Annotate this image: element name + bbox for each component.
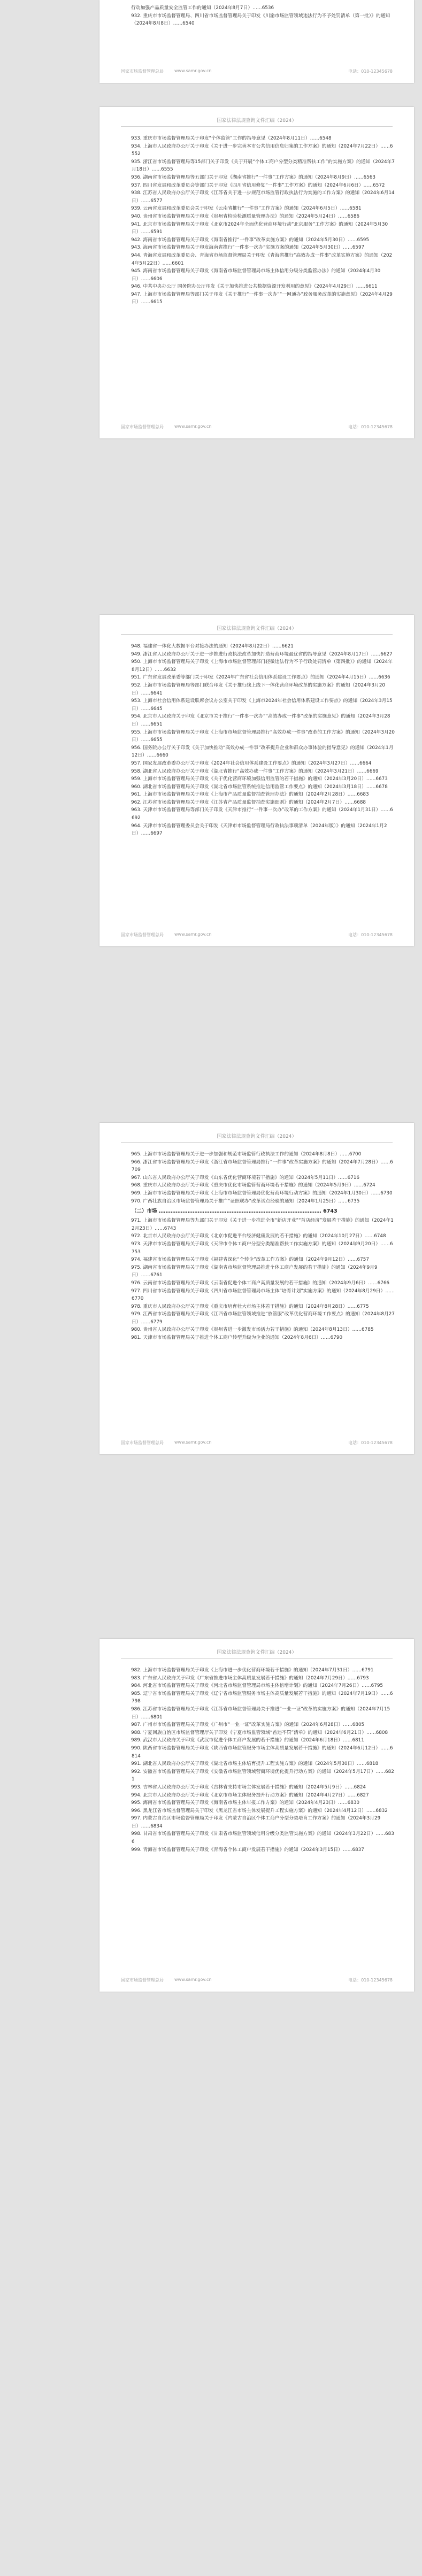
toc-entry[interactable]: 989. 武汉市人民政府关于印发《武汉市促进个体工商户发展的若干措施》的通知（2024年6月18日）……6811 (131, 1738, 364, 1744)
toc-entry[interactable]: 933. 重庆市市场监督管理局关于印发“个体监管”工作的指导意见（2024年8月11日）……6548 (131, 136, 332, 141)
toc-entry-list (132, 643, 395, 838)
toc-entry[interactable]: 980. 贵州省人民政府办公厅关于印发《贵州省进一步激发市场活力若干措施》的通知（2024年8月13日）……6785 (131, 1327, 374, 1333)
toc-entry[interactable]: 949. 浙江省人民政府办公厅关于进一步推进行政执法改革加快打造营商环境最优省的指导意见（2024年8月17日）……6627 (131, 651, 393, 657)
page-footer (121, 1440, 393, 1446)
toc-entry[interactable]: 988. 宁夏回族自治区市场监督管理厅关于印发《宁夏市场监管领域“首违不罚”清单》的通知（2024年6月21日）……6808 (131, 1730, 388, 1736)
toc-entry[interactable]: 997. 内蒙古自治区市场监督管理局关于印发《内蒙古自治区个体工商户分型分类培育工作方案》的通知（2024年3月29日）……6834 (131, 1816, 381, 1829)
toc-entry[interactable]: 976. 云南省市场监督管理局关于印发《云南省促进个体工商户高质量发展的若干措施》的通知（2024年9月6日）……6766 (131, 1280, 390, 1286)
toc-entry[interactable]: 977. 四川省市场监督管理局关于印发《四川省市场监督管理局市场主体“培育计划”实施方案》的通知（2024年8月29日）……6770 (131, 1288, 395, 1302)
toc-entry[interactable]: 984. 河北省市场监督管理局关于印发《河北省市场监督管理局市场主体倍增计划》的通知（2024年7月26日）……6795 (131, 1683, 383, 1689)
footer-website[interactable]: www.samr.gov.cn (174, 424, 212, 429)
toc-entry-list (132, 1667, 395, 1854)
toc-entry[interactable]: 954. 北京市人民政府关于印发《北京市关于推行“一件事一次办”“高效办成一件事”改革的实施意见》的通知（2024年3月28日）……6651 (131, 714, 390, 727)
document-page (99, 1639, 414, 1992)
toc-entry[interactable]: 986. 江苏省市场监督管理局关于印发《江苏省市场监督管理局关于推进“一业一证”改革的实施方案》的通知（2024年7月15日）……6801 (131, 1706, 390, 1720)
document-page (99, 107, 414, 438)
toc-entry[interactable]: 960. 湖北省市场监督管理局关于印发《湖北省市场监管系统推进信用监管工作要点》的通知（2024年3月18日）……6678 (131, 784, 388, 790)
footer-phone: 电话：010-12345678 (348, 1440, 393, 1445)
footer-phone: 电话：010-12345678 (348, 69, 393, 74)
footer-publisher: 国家市场监督管理总局 (121, 932, 164, 937)
toc-entry[interactable]: 994. 北京市人民政府办公厅关于印发《北京市市场主体服务提升行动方案》的通知（2024年4月27日）……6827 (131, 1792, 369, 1798)
toc-entry[interactable]: 979. 江西省市场监督管理局关于印发《江西省市场监管领域推进“放管服”改革优化营商环境工作要点》的通知（2024年8月27日）……6779 (131, 1312, 395, 1325)
toc-entry-list (132, 4, 395, 28)
toc-entry[interactable]: 978. 重庆市人民政府办公厅关于印发《重庆市培育壮大市场主体若干措施》的通知（2024年8月28日）……6775 (131, 1304, 369, 1309)
toc-entry[interactable]: 944. 青海省发展和改革委员会、青海省市场监督管理局关于印发《青海省推行“高效办成一件事”改革实施方案》的通知（2024年5月22日）……6601 (131, 252, 393, 266)
toc-entry[interactable]: 991. 湖北省人民政府办公厅关于印发《湖北省市场主体培育提升工程实施方案》的通知（2024年5月30日）……6818 (131, 1761, 379, 1767)
toc-entry[interactable]: 934. 上海市人民政府办公厅关于印发《关于进一步完善本市公共信用信息归集的工作方案》的通知（2024年7月22日）……6552 (131, 143, 393, 157)
toc-entry[interactable]: 970. 广西壮族自治区市场监督管理局关于推广“证照联办”改革试点经验的通知（2024年1月25日）……6735 (131, 1198, 360, 1204)
footer-phone: 电话：010-12345678 (348, 932, 393, 937)
toc-entry[interactable]: 945. 海南省市场监督管理局关于印发《海南省市场监督管理局市场主体信用分级分类监管办法》的通知（2024年4月30日）……6606 (131, 268, 381, 282)
toc-entry[interactable]: 966. 浙江省市场监督管理局关于印发《浙江省市场监督管理局推行“一件事”改革实施方案》的通知（2024年7月28日）……6709 (131, 1159, 393, 1173)
toc-entry[interactable]: 968. 重庆市人民政府办公厅关于印发《重庆市优化市场监管营商环境若干措施》的通知（2024年5月9日）……6724 (131, 1183, 375, 1189)
footer-website[interactable]: www.samr.gov.cn (174, 1977, 212, 1982)
toc-entry[interactable]: 963. 天津市市场监督管理局等部门关于印发《天津市推行“一件事一次办”改革的工作方案》的通知（2024年1月31日）……6692 (131, 807, 393, 821)
toc-entry[interactable]: 941. 北京市市场监督管理局关于印发《北京市2024年全面优化营商环境行动“北京服务”工作方案》的通知（2024年5月30日）……6591 (131, 221, 388, 235)
toc-entry[interactable]: 946. 中共中央办公厅 国务院办公厅印发《关于加快推进公共数据资源开发利用的意见》（2024年4月29日）……6611 (131, 284, 378, 290)
footer-publisher: 国家市场监督管理总局 (121, 1978, 164, 1983)
toc-entry[interactable]: 958. 湖北省人民政府办公厅关于印发《湖北省推行“高效办成一件事”工作方案》的通知（2024年3月21日）……6669 (131, 768, 379, 774)
footer-website[interactable]: www.samr.gov.cn (174, 1440, 212, 1445)
toc-entry[interactable]: 999. 青海省市场监督管理局关于印发《青海省个体工商户发展若干措施》的通知（2024年3月15日）……6837 (131, 1847, 364, 1853)
toc-entry[interactable]: 964. 天津市市场监督管理委员会关于印发《天津市市场监督管理局行政执法事项清单（2024年版）》的通知（2024年1月2日）……6697 (131, 823, 387, 837)
page-footer (121, 1977, 393, 1983)
toc-entry[interactable]: 943. 海南省市场监督管理局关于印发海南省推行“一件事一次办”实施方案的通知（2024年5月30日）……6597 (131, 245, 365, 251)
toc-entry[interactable]: 957. 国家发展改革委办公厅关于印发《2024年社会信用体系建设工作要点》的通知（2024年3月27日）……6664 (131, 760, 372, 766)
toc-entry[interactable]: 行动加强产品质量安全监管工作的通知（2024年8月7日）……6536 (131, 5, 274, 11)
toc-entry[interactable]: 948. 福建省一体化大数据平台对接办法的通知（2024年8月22日）……6621 (131, 644, 294, 649)
toc-entry[interactable]: 982. 上海市市场监督管理局关于印发《上海市进一步优化营商环境若干措施》的通知（2024年7月31日）……6791 (131, 1668, 374, 1673)
toc-entry[interactable]: 990. 陕西省市场监督管理局关于印发《陕西省市场监管服务市场主体高质量发展若干措施》的通知（2024年6月12日）……6814 (131, 1745, 393, 1759)
page-footer (121, 932, 393, 938)
toc-entry[interactable]: 998. 甘肃省市场监督管理局关于印发《甘肃省市场监管领域信用分级分类监管实施方案》的通知（2024年3月22日）……6836 (131, 1831, 394, 1845)
toc-entry[interactable]: 996. 黑龙江省市场监督管理局关于印发《黑龙江省市场主体发展提升工程实施方案》的通知（2024年4月12日）……6832 (131, 1808, 388, 1814)
toc-entry[interactable]: 983. 广东省人民政府关于印发《广东省推进市场主体高质量发展若干措施》的通知（2024年7月29日）……6793 (131, 1675, 369, 1681)
toc-entry[interactable]: 950. 上海市市场监督管理局关于印发《上海市市场监督管理部门轻微违法行为不予行政处罚清单（第四批）》的通知（2024年8月12日）……6632 (131, 659, 393, 673)
page-footer (121, 424, 393, 430)
toc-entry[interactable]: 974. 福建省市场监督管理局关于印发《福建省深化“个转企”改革工作方案》的通知（2024年9月12日）……6757 (131, 1257, 369, 1263)
toc-entry[interactable]: 959. 上海市市场监督管理局关于印发《关于优化营商环境加强信用监管的若干措施》的通知（2024年3月20日）……6673 (131, 776, 388, 782)
document-page (99, 1123, 414, 1454)
toc-entry[interactable]: 935. 浙江省市场监督管理局等15部门关于印发《关于开展“个体工商户分型分类精准帮扶工作”的实施方案》的通知（2024年7月18日）……6555 (131, 159, 395, 173)
toc-entry[interactable]: 938. 江苏省人民政府办公厅关于印发《江苏省关于进一步规范市场监管行政执法行为实施的工作方案》的通知（2024年6月14日）……6577 (131, 190, 395, 204)
page-header: 国家法律法规查询文件汇编（2024） (121, 624, 393, 635)
toc-entry[interactable]: 985. 辽宁省市场监督管理局关于印发《辽宁省市场监管服务市场主体高质量发展若干措施》的通知（2024年7月19日）……6798 (131, 1691, 393, 1705)
page-header: 国家法律法规查询文件汇编（2024） (121, 1132, 393, 1143)
toc-entry[interactable]: 975. 湖南省市场监督管理局关于印发《湖南省市场监督管理局推进个体工商户发展的若干措施》的通知（2024年9月9日）……6761 (131, 1264, 378, 1278)
toc-entry[interactable]: 981. 天津市市场监督管理局关于推进个体工商户转型升级为企业的通知（2024年8月6日）……6790 (131, 1335, 343, 1341)
toc-entry[interactable]: 961. 上海市市场监督管理局关于印发《上海市产品质量监督抽查管理办法》的通知（2024年2月28日）……6683 (131, 792, 369, 798)
toc-entry-list (132, 1151, 395, 1342)
page-header: 国家法律法规查询文件汇编（2024） (121, 117, 393, 127)
toc-entry[interactable]: 953. 上海市社会信用体系建设联席会议办公室关于印发《上海市2024年社会信用体系建设工作要点》的通知（2024年3月15日）……6645 (131, 698, 393, 712)
toc-entry[interactable]: 971. 上海市市场监督管理局等九部门关于印发《关于进一步推进全市“新店开业”“首店经济”发展若干措施》的通知（2024年12月23日）……6743 (131, 1218, 394, 1231)
toc-entry[interactable]: 956. 国务院办公厅关于印发《关于加快推动“高效办成一件事”改革提升企业和群众办事体验的指导意见》的通知（2024年1月12日）……6660 (131, 745, 394, 759)
toc-entry[interactable]: 955. 上海市市场监督管理局关于印发《上海市市场监督管理局推行“高效办成一件事”改革的工作方案》的通知（2024年3月20日）……6655 (131, 729, 395, 743)
footer-publisher: 国家市场监督管理总局 (121, 425, 164, 429)
footer-publisher: 国家市场监督管理总局 (121, 1440, 164, 1445)
toc-entry[interactable]: 993. 吉林省人民政府办公厅关于印发《吉林省支持市场主体发展若干措施》的通知（2024年5月9日）……6824 (131, 1784, 366, 1790)
toc-entry[interactable]: 942. 海南省市场监督管理局关于印发《海南省推行“一件事”改革实施方案》的通知（2024年5月30日）……6595 (131, 237, 369, 243)
page-footer (121, 68, 393, 74)
toc-entry[interactable]: 932. 重庆市市场监督管理局、四川省市场监督管理局关于印发《川渝市场监管领域违法行为不予处罚清单（第一批）》的通知（2024年8月8日）……6540 (131, 13, 390, 27)
document-page (99, 0, 414, 83)
toc-entry[interactable]: 992. 安徽省市场监督管理局关于印发《安徽省市场监管领域营商环境优化提升行动方案》的通知（2024年5月17日）……6821 (131, 1769, 394, 1783)
toc-entry[interactable]: 987. 广州市市场监督管理局关于印发《广州市“一业一证”改革实施方案》的通知（2024年6月28日）……6805 (131, 1722, 365, 1728)
toc-entry[interactable]: 995. 海南省市场监督管理局关于印发《海南省市场主体年报工作方案》的通知（2024年4月23日）……6830 (131, 1800, 360, 1806)
toc-entry[interactable]: 973. 天津市市场监督管理局关于印发《天津市个体工商户分型分类精准帮扶工作实施方案》的通知（2024年9月20日）……6753 (131, 1241, 393, 1255)
toc-entry[interactable]: 937. 四川省发展和改革委员会等部门关于印发《四川省信用修复“一件事”工作方案》的通知（2024年6月6日）……6572 (131, 182, 385, 188)
toc-entry[interactable]: 936. 湖南省市场监督管理局等五部门关于印发《湖南省推行“一件事”工作方案》的通知（2024年8月9日）……6563 (131, 174, 375, 180)
toc-entry[interactable]: 969. 上海市市场监督管理局关于印发《上海市市场监督管理局优化营商环境行动方案》的通知（2024年1月30日）……6730 (131, 1190, 393, 1196)
toc-entry[interactable]: 947. 上海市市场监督管理局等部门关于印发《关于推行“一件事一次办”“一网通办”政务服务改革的实施意见》（2024年4月29日）……6615 (131, 291, 393, 305)
footer-website[interactable]: www.samr.gov.cn (174, 932, 212, 937)
toc-entry[interactable]: 965. 上海市市场监督管理局关于进一步加强和规范市场监管行政执法工作的通知（2024年8月8日）……6700 (131, 1152, 362, 1157)
toc-entry[interactable]: 952. 上海市市场监督管理局等部门联合印发《关于推行线上线下一体化营商环境改革的实施方案》的通知（2024年3月20日）……6641 (131, 682, 386, 696)
toc-entry[interactable]: 951. 广东省发展改革委等部门关于印发《2024年广东省社会信用体系建设工作要点》的通知（2024年4月15日）……6636 (131, 675, 390, 681)
toc-section-heading[interactable]: （二）市场 …………………………………………………………………………………… 6743 (132, 1208, 337, 1215)
document-page (99, 615, 414, 946)
toc-entry-list (132, 135, 395, 306)
toc-entry[interactable]: 972. 北京市人民政府办公厅关于印发《北京市促进平台经济健康发展的若干措施》的通知（2024年10月27日）……6748 (131, 1233, 386, 1239)
footer-publisher: 国家市场监督管理总局 (121, 69, 164, 74)
toc-entry[interactable]: 962. 江苏省市场监督管理局关于印发《江苏省产品质量监督抽查实施细则》的通知（2024年2月7日）……6688 (131, 799, 366, 805)
footer-phone: 电话：010-12345678 (348, 425, 393, 429)
footer-website[interactable]: www.samr.gov.cn (174, 68, 212, 73)
footer-phone: 电话：010-12345678 (348, 1978, 393, 1983)
toc-entry[interactable]: 939. 云南省发展和改革委员会关于印发《云南省推行“一件事”工作方案》的通知（2024年6月5日）……6581 (131, 206, 362, 212)
toc-entry[interactable]: 940. 贵州省市场监督管理局关于印发《贵州省检验检测质量管理办法》的通知（2024年5月24日）……6586 (131, 213, 360, 219)
toc-entry[interactable]: 967. 山东省人民政府办公厅关于印发《山东省优化营商环境若干措施》的通知（2024年5月11日）……6716 (131, 1175, 360, 1181)
page-header: 国家法律法规查询文件汇编（2024） (121, 1648, 393, 1659)
